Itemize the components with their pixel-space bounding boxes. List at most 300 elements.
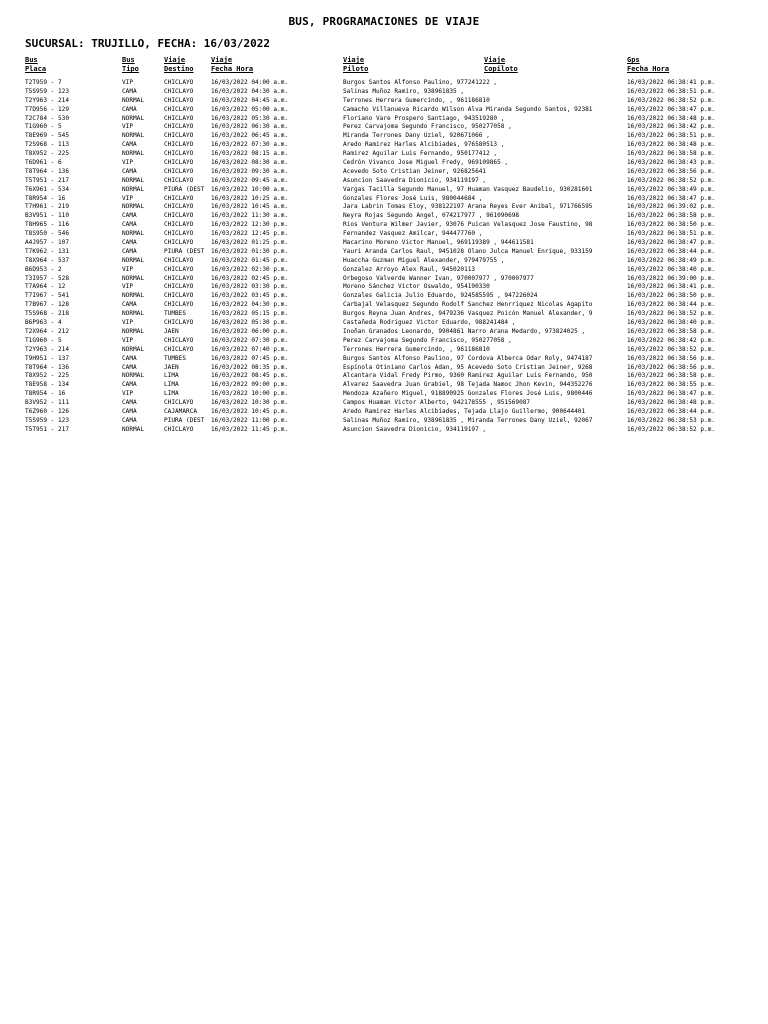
cell-destino: CHICLAYO bbox=[164, 301, 194, 309]
cell-gps-fecha-hora: 16/03/2022 06:38:40 p.m. bbox=[627, 265, 716, 273]
cell-tipo: CAMA bbox=[122, 399, 137, 407]
header-viaje-copiloto-line1: Viaje bbox=[484, 56, 506, 64]
header-bus-tipo bbox=[122, 56, 139, 74]
cell-destino: CHICLAYO bbox=[164, 265, 194, 273]
cell-fecha-hora: 16/03/2022 10:45 a.m. bbox=[211, 203, 289, 211]
cell-placa: B3V952 - 111 bbox=[25, 399, 70, 407]
cell-placa: T6X961 - 534 bbox=[25, 185, 70, 193]
cell-tipo: CAMA bbox=[122, 239, 137, 247]
header-bus-placa-line2: Placa bbox=[25, 65, 47, 73]
cell-fecha-hora: 16/03/2022 05:00 a.m. bbox=[211, 105, 289, 113]
cell-gps-fecha-hora: 16/03/2022 06:38:51 p.m. bbox=[627, 230, 716, 238]
cell-tipo: VIP bbox=[122, 265, 134, 273]
cell-tipo: CAMA bbox=[122, 407, 137, 415]
header-gps-fecha-line2: Fecha Hora bbox=[627, 65, 670, 73]
table-row bbox=[0, 248, 768, 257]
cell-fecha-hora: 16/03/2022 07:45 p.m. bbox=[211, 354, 289, 362]
table-row bbox=[0, 372, 768, 381]
cell-placa: T8X952 - 225 bbox=[25, 372, 70, 380]
table-row bbox=[0, 417, 768, 426]
cell-placa: T7H961 - 219 bbox=[25, 203, 70, 211]
cell-tipo: CAMA bbox=[122, 301, 137, 309]
cell-piloto-copiloto: Macarino Moreno Victor Manuel, 969119389 , 944611581 bbox=[343, 239, 534, 247]
cell-placa: T8H965 - 116 bbox=[25, 221, 70, 229]
cell-piloto-copiloto: Cedrón Vivanco Jose Miguel Fredy, 969109865 , bbox=[343, 159, 509, 167]
cell-tipo: NORMAL bbox=[122, 274, 145, 282]
cell-tipo: NORMAL bbox=[122, 345, 145, 353]
cell-destino: CHICLAYO bbox=[164, 203, 194, 211]
cell-tipo: NORMAL bbox=[122, 230, 145, 238]
cell-piloto-copiloto: Moreno Sánchez Victor Oswaldo, 954190330 bbox=[343, 283, 490, 291]
cell-placa: T7B967 - 128 bbox=[25, 301, 70, 309]
cell-fecha-hora: 16/03/2022 01:30 p.m. bbox=[211, 247, 289, 255]
cell-destino: CHICLAYO bbox=[164, 425, 194, 433]
table-row bbox=[0, 346, 768, 355]
cell-piloto-copiloto: Carbajal Velasquez Segundo Rodolf Sanchez Henrriquez Nicolas Agapito bbox=[343, 301, 593, 309]
table-row bbox=[0, 159, 768, 168]
cell-tipo: NORMAL bbox=[122, 132, 145, 140]
cell-gps-fecha-hora: 16/03/2022 06:38:43 p.m. bbox=[627, 159, 716, 167]
table-row bbox=[0, 150, 768, 159]
cell-fecha-hora: 16/03/2022 06:45 a.m. bbox=[211, 132, 289, 140]
cell-piloto-copiloto: Huaccha Guzman Miguel Alexander, 979479755 , bbox=[343, 256, 505, 264]
cell-destino: CHICLAYO bbox=[164, 212, 194, 220]
cell-fecha-hora: 16/03/2022 07:30 a.m. bbox=[211, 141, 289, 149]
report-subtitle: SUCURSAL: TRUJILLO, FECHA: 16/03/2022 bbox=[25, 37, 271, 50]
cell-piloto-copiloto: Inoñan Granados Leonardo, 9904861 Narro Arana Medardo, 973824025 , bbox=[343, 327, 586, 335]
cell-tipo: VIP bbox=[122, 390, 134, 398]
cell-fecha-hora: 16/03/2022 09:30 a.m. bbox=[211, 167, 289, 175]
cell-destino: PIURA (DEST bbox=[164, 416, 205, 424]
table-row bbox=[0, 115, 768, 124]
header-viaje-piloto bbox=[343, 56, 368, 74]
table-row bbox=[0, 88, 768, 97]
cell-piloto-copiloto: Burgos Santos Alfonso Paulino, 977241222 , bbox=[343, 79, 498, 86]
cell-destino: CHICLAYO bbox=[164, 336, 194, 344]
cell-piloto-copiloto: Aredo Ramirez Harles Alcibiades, 976580513 , bbox=[343, 141, 505, 149]
table-row bbox=[0, 212, 768, 221]
table-row bbox=[0, 186, 768, 195]
cell-fecha-hora: 16/03/2022 04:30 a.m. bbox=[211, 87, 289, 95]
cell-piloto-copiloto: Burgos Santos Alfonso Paulino, 97 Cordova Alberca Odar Roly, 9474187 bbox=[343, 354, 593, 362]
table-row bbox=[0, 283, 768, 292]
cell-placa: T6Z960 - 126 bbox=[25, 407, 70, 415]
cell-gps-fecha-hora: 16/03/2022 06:38:51 p.m. bbox=[627, 132, 716, 140]
cell-tipo: CAMA bbox=[122, 212, 137, 220]
cell-fecha-hora: 16/03/2022 03:45 p.m. bbox=[211, 292, 289, 300]
cell-piloto-copiloto: Ramirez Aguilar Luis Fernando, 950177412 , bbox=[343, 150, 498, 158]
cell-fecha-hora: 16/03/2022 06:30 a.m. bbox=[211, 123, 289, 131]
cell-gps-fecha-hora: 16/03/2022 06:39:02 p.m. bbox=[627, 203, 716, 211]
cell-destino: CHICLAYO bbox=[164, 399, 194, 407]
table-row bbox=[0, 381, 768, 390]
cell-destino: CHICLAYO bbox=[164, 167, 194, 175]
cell-fecha-hora: 16/03/2022 01:45 p.m. bbox=[211, 256, 289, 264]
cell-destino: CHICLAYO bbox=[164, 79, 194, 86]
cell-placa: B6D953 - 2 bbox=[25, 265, 62, 273]
cell-destino: JAEN bbox=[164, 327, 179, 335]
cell-placa: T7D956 - 129 bbox=[25, 105, 70, 113]
cell-piloto-copiloto: Terrones Herrera Gumercindo, , 961186810 bbox=[343, 96, 490, 104]
cell-destino: CHICLAYO bbox=[164, 132, 194, 140]
cell-gps-fecha-hora: 16/03/2022 06:38:56 p.m. bbox=[627, 363, 716, 371]
cell-placa: T5S959 - 123 bbox=[25, 87, 70, 95]
cell-placa: T1G960 - 5 bbox=[25, 123, 62, 131]
cell-placa: T2X964 - 212 bbox=[25, 327, 70, 335]
cell-piloto-copiloto: Alvarez Saavedra Juan Grabiel, 98 Tejada Namoc Jhon Kevin, 944352276 bbox=[343, 381, 593, 389]
cell-tipo: NORMAL bbox=[122, 150, 145, 158]
table-row bbox=[0, 390, 768, 399]
cell-destino: CHICLAYO bbox=[164, 292, 194, 300]
cell-piloto-copiloto: Mendoza Azañero Miguel, 918890925 Gonzales Flores José Luis, 9800446 bbox=[343, 390, 593, 398]
cell-fecha-hora: 16/03/2022 10:25 a.m. bbox=[211, 194, 289, 202]
cell-gps-fecha-hora: 16/03/2022 06:38:58 p.m. bbox=[627, 212, 716, 220]
cell-destino: CHICLAYO bbox=[164, 150, 194, 158]
cell-placa: T7A964 - 12 bbox=[25, 283, 66, 291]
cell-placa: T2C784 - 530 bbox=[25, 114, 70, 122]
table-row bbox=[0, 239, 768, 248]
table-row bbox=[0, 97, 768, 106]
cell-tipo: VIP bbox=[122, 194, 134, 202]
cell-destino: CAJAMARCA bbox=[164, 407, 198, 415]
table-row bbox=[0, 257, 768, 266]
cell-piloto-copiloto: Rios Ventura Wilmer Javier, 93076 Puican Velasquez Jose Faustino, 98 bbox=[343, 221, 593, 229]
header-gps-fecha bbox=[627, 56, 669, 74]
cell-placa: T8E958 - 134 bbox=[25, 381, 70, 389]
cell-piloto-copiloto: Terrones Herrera Gumercindo, , 961186810 bbox=[343, 345, 490, 353]
cell-fecha-hora: 16/03/2022 03:30 p.m. bbox=[211, 283, 289, 291]
cell-tipo: CAMA bbox=[122, 141, 137, 149]
cell-gps-fecha-hora: 16/03/2022 06:38:52 p.m. bbox=[627, 310, 716, 318]
cell-tipo: NORMAL bbox=[122, 292, 145, 300]
header-bus-placa-line1: Bus bbox=[25, 56, 38, 64]
cell-placa: T8T964 - 136 bbox=[25, 167, 70, 175]
cell-fecha-hora: 16/03/2022 08:30 a.m. bbox=[211, 159, 289, 167]
cell-tipo: VIP bbox=[122, 336, 134, 344]
cell-fecha-hora: 16/03/2022 10:00 a.m. bbox=[211, 185, 289, 193]
cell-placa: T8X952 - 225 bbox=[25, 150, 70, 158]
cell-fecha-hora: 16/03/2022 04:00 a.m. bbox=[211, 79, 289, 86]
cell-fecha-hora: 16/03/2022 05:30 p.m. bbox=[211, 319, 289, 327]
cell-placa: T5T951 - 217 bbox=[25, 176, 70, 184]
cell-destino: CHICLAYO bbox=[164, 221, 194, 229]
header-viaje-piloto-line1: Viaje bbox=[343, 56, 365, 64]
table-row bbox=[0, 132, 768, 141]
cell-gps-fecha-hora: 16/03/2022 06:38:44 p.m. bbox=[627, 247, 716, 255]
cell-gps-fecha-hora: 16/03/2022 06:39:00 p.m. bbox=[627, 274, 716, 282]
cell-piloto-copiloto: Castañeda Rodriguez Victor Eduardo, 988241484 , bbox=[343, 319, 516, 327]
table-row bbox=[0, 355, 768, 364]
cell-destino: CHICLAYO bbox=[164, 96, 194, 104]
cell-placa: T1G960 - 5 bbox=[25, 336, 62, 344]
table-row bbox=[0, 292, 768, 301]
table-row bbox=[0, 168, 768, 177]
cell-destino: CHICLAYO bbox=[164, 87, 194, 95]
cell-tipo: VIP bbox=[122, 319, 134, 327]
table-row bbox=[0, 319, 768, 328]
cell-gps-fecha-hora: 16/03/2022 06:38:51 p.m. bbox=[627, 87, 716, 95]
cell-destino: CHICLAYO bbox=[164, 123, 194, 131]
header-viaje-copiloto bbox=[484, 56, 518, 74]
cell-gps-fecha-hora: 16/03/2022 06:38:42 p.m. bbox=[627, 123, 716, 131]
cell-gps-fecha-hora: 16/03/2022 06:38:47 p.m. bbox=[627, 390, 716, 398]
cell-destino: LIMA bbox=[164, 381, 179, 389]
cell-gps-fecha-hora: 16/03/2022 06:38:47 p.m. bbox=[627, 105, 716, 113]
cell-piloto-copiloto: Gonzalez Arroyo Alex Raul, 945020113 bbox=[343, 265, 476, 273]
cell-destino: TUMBES bbox=[164, 310, 187, 318]
cell-tipo: CAMA bbox=[122, 167, 137, 175]
cell-tipo: NORMAL bbox=[122, 203, 145, 211]
cell-destino: CHICLAYO bbox=[164, 283, 194, 291]
cell-fecha-hora: 16/03/2022 10:00 p.m. bbox=[211, 390, 289, 398]
cell-destino: TUMBES bbox=[164, 354, 187, 362]
cell-fecha-hora: 16/03/2022 06:00 p.m. bbox=[211, 327, 289, 335]
cell-destino: CHICLAYO bbox=[164, 141, 194, 149]
cell-fecha-hora: 16/03/2022 02:30 p.m. bbox=[211, 265, 289, 273]
cell-placa: T8R954 - 16 bbox=[25, 390, 66, 398]
cell-gps-fecha-hora: 16/03/2022 06:38:50 p.m. bbox=[627, 292, 716, 300]
cell-fecha-hora: 16/03/2022 01:25 p.m. bbox=[211, 239, 289, 247]
cell-piloto-copiloto: Yauri Aranda Carlos Raul, 9451028 Olano Julca Manuel Enrique, 933159 bbox=[343, 247, 593, 255]
cell-destino: PIURA (DEST bbox=[164, 185, 205, 193]
cell-destino: CHICLAYO bbox=[164, 256, 194, 264]
cell-fecha-hora: 16/03/2022 05:30 a.m. bbox=[211, 114, 289, 122]
cell-piloto-copiloto: Acevedo Soto Cristian Jeiner, 926825641 bbox=[343, 167, 487, 175]
cell-tipo: NORMAL bbox=[122, 185, 145, 193]
cell-destino: CHICLAYO bbox=[164, 105, 194, 113]
header-viaje-destino-line2: Destino bbox=[164, 65, 194, 73]
cell-gps-fecha-hora: 16/03/2022 06:38:56 p.m. bbox=[627, 354, 716, 362]
cell-piloto-copiloto: Salinas Muñoz Ramiro, 938961835 , Miranda Terrones Dany Uziel, 92067 bbox=[343, 416, 593, 424]
cell-piloto-copiloto: Perez Carvajoma Segundo Francisco, 950277058 , bbox=[343, 336, 512, 344]
cell-placa: B6P963 - 4 bbox=[25, 319, 62, 327]
cell-fecha-hora: 16/03/2022 10:45 p.m. bbox=[211, 407, 289, 415]
cell-gps-fecha-hora: 16/03/2022 06:38:44 p.m. bbox=[627, 407, 716, 415]
table-row bbox=[0, 426, 768, 435]
cell-destino: JAEN bbox=[164, 363, 179, 371]
cell-placa: T6D961 - 6 bbox=[25, 159, 62, 167]
cell-gps-fecha-hora: 16/03/2022 06:38:48 p.m. bbox=[627, 114, 716, 122]
cell-placa: T2S968 - 113 bbox=[25, 141, 70, 149]
cell-piloto-copiloto: Orbegoso Valverde Wanner Ivan, 970007977 , 970007977 bbox=[343, 274, 534, 282]
cell-destino: CHICLAYO bbox=[164, 239, 194, 247]
cell-piloto-copiloto: Neyra Rojas Segundo Angel, 074217977 , 961090698 bbox=[343, 212, 520, 220]
cell-piloto-copiloto: Camacho Villanueva Ricardo Wilson Alva Miranda Segundo Santos, 92381 bbox=[343, 105, 593, 113]
cell-fecha-hora: 16/03/2022 12:30 p.m. bbox=[211, 221, 289, 229]
cell-fecha-hora: 16/03/2022 02:45 p.m. bbox=[211, 274, 289, 282]
cell-fecha-hora: 16/03/2022 04:45 a.m. bbox=[211, 96, 289, 104]
cell-gps-fecha-hora: 16/03/2022 06:38:52 p.m. bbox=[627, 96, 716, 104]
cell-destino: LIMA bbox=[164, 372, 179, 380]
cell-placa: T8T964 - 136 bbox=[25, 363, 70, 371]
cell-piloto-copiloto: Aredo Ramirez Harles Alcibiades, Tejada Llajo Guillermo, 900644401 bbox=[343, 407, 586, 415]
cell-gps-fecha-hora: 16/03/2022 06:38:52 p.m. bbox=[627, 345, 716, 353]
cell-placa: T8X964 - 537 bbox=[25, 256, 70, 264]
header-viaje-destino bbox=[164, 56, 194, 74]
header-viaje-piloto-line2: Piloto bbox=[343, 65, 369, 73]
cell-destino: CHICLAYO bbox=[164, 345, 194, 353]
table-row bbox=[0, 221, 768, 230]
header-viaje-destino-line1: Viaje bbox=[164, 56, 186, 64]
cell-tipo: NORMAL bbox=[122, 310, 145, 318]
cell-fecha-hora: 16/03/2022 08:35 p.m. bbox=[211, 363, 289, 371]
cell-gps-fecha-hora: 16/03/2022 06:38:49 p.m. bbox=[627, 185, 716, 193]
table-row bbox=[0, 195, 768, 204]
cell-fecha-hora: 16/03/2022 10:30 p.m. bbox=[211, 399, 289, 407]
cell-placa: T8E969 - 545 bbox=[25, 132, 70, 140]
cell-tipo: NORMAL bbox=[122, 176, 145, 184]
cell-destino: CHICLAYO bbox=[164, 274, 194, 282]
table-row bbox=[0, 203, 768, 212]
cell-gps-fecha-hora: 16/03/2022 06:38:53 p.m. bbox=[627, 416, 716, 424]
cell-tipo: VIP bbox=[122, 123, 134, 131]
cell-tipo: VIP bbox=[122, 79, 134, 86]
table-row bbox=[0, 230, 768, 239]
cell-fecha-hora: 16/03/2022 08:15 a.m. bbox=[211, 150, 289, 158]
cell-gps-fecha-hora: 16/03/2022 06:38:52 p.m. bbox=[627, 176, 716, 184]
table-row bbox=[0, 364, 768, 373]
cell-placa: A4J957 - 107 bbox=[25, 239, 70, 247]
cell-tipo: CAMA bbox=[122, 221, 137, 229]
table-row bbox=[0, 408, 768, 417]
cell-placa: T2T959 - 7 bbox=[25, 79, 62, 86]
cell-tipo: NORMAL bbox=[122, 327, 145, 335]
table-row bbox=[0, 79, 768, 88]
header-viaje-fecha bbox=[211, 56, 253, 74]
cell-destino: CHICLAYO bbox=[164, 319, 194, 327]
header-gps-fecha-line1: Gps bbox=[627, 56, 640, 64]
cell-fecha-hora: 16/03/2022 05:15 p.m. bbox=[211, 310, 289, 318]
header-viaje-fecha-line2: Fecha Hora bbox=[211, 65, 254, 73]
header-bus-placa bbox=[25, 56, 46, 74]
table-row bbox=[0, 141, 768, 150]
cell-destino: PIURA (DEST bbox=[164, 247, 205, 255]
header-viaje-fecha-line1: Viaje bbox=[211, 56, 233, 64]
cell-placa: T8S950 - 546 bbox=[25, 230, 70, 238]
schedule-table-body bbox=[0, 79, 768, 435]
cell-gps-fecha-hora: 16/03/2022 06:38:49 p.m. bbox=[627, 256, 716, 264]
cell-tipo: CAMA bbox=[122, 87, 137, 95]
cell-destino: CHICLAYO bbox=[164, 230, 194, 238]
cell-tipo: CAMA bbox=[122, 354, 137, 362]
cell-tipo: NORMAL bbox=[122, 96, 145, 104]
cell-fecha-hora: 16/03/2022 08:45 p.m. bbox=[211, 372, 289, 380]
cell-fecha-hora: 16/03/2022 11:45 p.m. bbox=[211, 425, 289, 433]
cell-tipo: VIP bbox=[122, 159, 134, 167]
table-row bbox=[0, 275, 768, 284]
cell-piloto-copiloto: Salinas Muñoz Ramiro, 938961835 , bbox=[343, 87, 465, 95]
header-bus-tipo-line2: Tipo bbox=[122, 65, 139, 73]
cell-gps-fecha-hora: 16/03/2022 06:38:42 p.m. bbox=[627, 336, 716, 344]
cell-tipo: CAMA bbox=[122, 105, 137, 113]
cell-placa: T8R954 - 16 bbox=[25, 194, 66, 202]
cell-gps-fecha-hora: 16/03/2022 06:38:48 p.m. bbox=[627, 399, 716, 407]
cell-fecha-hora: 16/03/2022 07:30 p.m. bbox=[211, 336, 289, 344]
cell-gps-fecha-hora: 16/03/2022 06:38:58 p.m. bbox=[627, 327, 716, 335]
cell-piloto-copiloto: Burgos Reyna Juan Andres, 9479236 Vasquez Poicón Manuel Alexander, 9 bbox=[343, 310, 593, 318]
cell-piloto-copiloto: Gonzales Flores José Luis, 980044684 , bbox=[343, 194, 483, 202]
cell-gps-fecha-hora: 16/03/2022 06:38:58 p.m. bbox=[627, 372, 716, 380]
cell-tipo: VIP bbox=[122, 283, 134, 291]
cell-gps-fecha-hora: 16/03/2022 06:38:47 p.m. bbox=[627, 239, 716, 247]
cell-piloto-copiloto: Vargas Tacilla Segundo Manuel, 97 Huaman Vasquez Baudelio, 930281601 bbox=[343, 185, 593, 193]
cell-piloto-copiloto: Gonzales Galicia Julio Eduardo, 924585595 , 947226024 bbox=[343, 292, 538, 300]
cell-placa: T9H951 - 137 bbox=[25, 354, 70, 362]
cell-fecha-hora: 16/03/2022 09:45 a.m. bbox=[211, 176, 289, 184]
report-title: BUS, PROGRAMACIONES DE VIAJE bbox=[288, 15, 480, 28]
cell-placa: T3I957 - 528 bbox=[25, 274, 70, 282]
cell-destino: CHICLAYO bbox=[164, 176, 194, 184]
cell-piloto-copiloto: Fernandez Vasquez Amilcar, 944477760 , bbox=[343, 230, 483, 238]
cell-destino: CHICLAYO bbox=[164, 194, 194, 202]
cell-gps-fecha-hora: 16/03/2022 06:38:41 p.m. bbox=[627, 79, 716, 86]
cell-placa: B3V951 - 110 bbox=[25, 212, 70, 220]
cell-destino: CHICLAYO bbox=[164, 114, 194, 122]
table-row bbox=[0, 399, 768, 408]
cell-piloto-copiloto: Asuncion Saavedra Dionicio, 934119197 , bbox=[343, 425, 487, 433]
cell-gps-fecha-hora: 16/03/2022 06:38:52 p.m. bbox=[627, 425, 716, 433]
cell-tipo: NORMAL bbox=[122, 114, 145, 122]
cell-gps-fecha-hora: 16/03/2022 06:38:55 p.m. bbox=[627, 381, 716, 389]
table-row bbox=[0, 123, 768, 132]
cell-fecha-hora: 16/03/2022 09:00 p.m. bbox=[211, 381, 289, 389]
cell-placa: T2Y963 - 214 bbox=[25, 345, 70, 353]
cell-piloto-copiloto: Perez Carvajoma Segundo Francisco, 950277058 , bbox=[343, 123, 512, 131]
cell-tipo: NORMAL bbox=[122, 256, 145, 264]
cell-gps-fecha-hora: 16/03/2022 06:38:40 p.m. bbox=[627, 319, 716, 327]
cell-fecha-hora: 16/03/2022 11:00 p.m. bbox=[211, 416, 289, 424]
cell-fecha-hora: 16/03/2022 07:40 p.m. bbox=[211, 345, 289, 353]
table-row bbox=[0, 266, 768, 275]
cell-placa: T7K962 - 131 bbox=[25, 247, 70, 255]
cell-gps-fecha-hora: 16/03/2022 06:38:41 p.m. bbox=[627, 283, 716, 291]
table-row bbox=[0, 328, 768, 337]
cell-tipo: CAMA bbox=[122, 247, 137, 255]
header-viaje-copiloto-line2: Copiloto bbox=[484, 65, 518, 73]
cell-piloto-copiloto: Campos Huaman Victor Alberto, 942178555 , 951569087 bbox=[343, 399, 531, 407]
cell-gps-fecha-hora: 16/03/2022 06:38:47 p.m. bbox=[627, 194, 716, 202]
cell-gps-fecha-hora: 16/03/2022 06:38:44 p.m. bbox=[627, 301, 716, 309]
table-row bbox=[0, 106, 768, 115]
cell-fecha-hora: 16/03/2022 12:45 p.m. bbox=[211, 230, 289, 238]
cell-piloto-copiloto: Alcantara Vidal Fredy Pirmo, 9360 Ramirez Aguilar Luis Fernando, 950 bbox=[343, 372, 593, 380]
cell-gps-fecha-hora: 16/03/2022 06:38:48 p.m. bbox=[627, 141, 716, 149]
header-bus-tipo-line1: Bus bbox=[122, 56, 135, 64]
table-row bbox=[0, 301, 768, 310]
table-row bbox=[0, 177, 768, 186]
cell-placa: T5S959 - 123 bbox=[25, 416, 70, 424]
cell-piloto-copiloto: Espinola Otiniano Carlos Adan, 95 Acevedo Soto Cristian Jeiner, 9268 bbox=[343, 363, 593, 371]
cell-tipo: CAMA bbox=[122, 416, 137, 424]
cell-tipo: NORMAL bbox=[122, 372, 145, 380]
cell-destino: CHICLAYO bbox=[164, 159, 194, 167]
cell-placa: T5T951 - 217 bbox=[25, 425, 70, 433]
table-row bbox=[0, 310, 768, 319]
cell-tipo: CAMA bbox=[122, 381, 137, 389]
cell-placa: T2Y963 - 214 bbox=[25, 96, 70, 104]
cell-piloto-copiloto: Jara Labrin Tomas Eloy, 938122197 Arana Reyes Ever Anibal, 971766595 bbox=[343, 203, 593, 211]
cell-fecha-hora: 16/03/2022 04:30 p.m. bbox=[211, 301, 289, 309]
cell-tipo: NORMAL bbox=[122, 425, 145, 433]
cell-placa: T5S968 - 218 bbox=[25, 310, 70, 318]
cell-gps-fecha-hora: 16/03/2022 06:38:56 p.m. bbox=[627, 167, 716, 175]
table-row bbox=[0, 337, 768, 346]
cell-tipo: CAMA bbox=[122, 363, 137, 371]
cell-placa: T7I967 - 541 bbox=[25, 292, 70, 300]
cell-destino: LIMA bbox=[164, 390, 179, 398]
cell-gps-fecha-hora: 16/03/2022 06:38:50 p.m. bbox=[627, 221, 716, 229]
cell-piloto-copiloto: Floriano Vare Prospero Santiago, 943519280 , bbox=[343, 114, 505, 122]
